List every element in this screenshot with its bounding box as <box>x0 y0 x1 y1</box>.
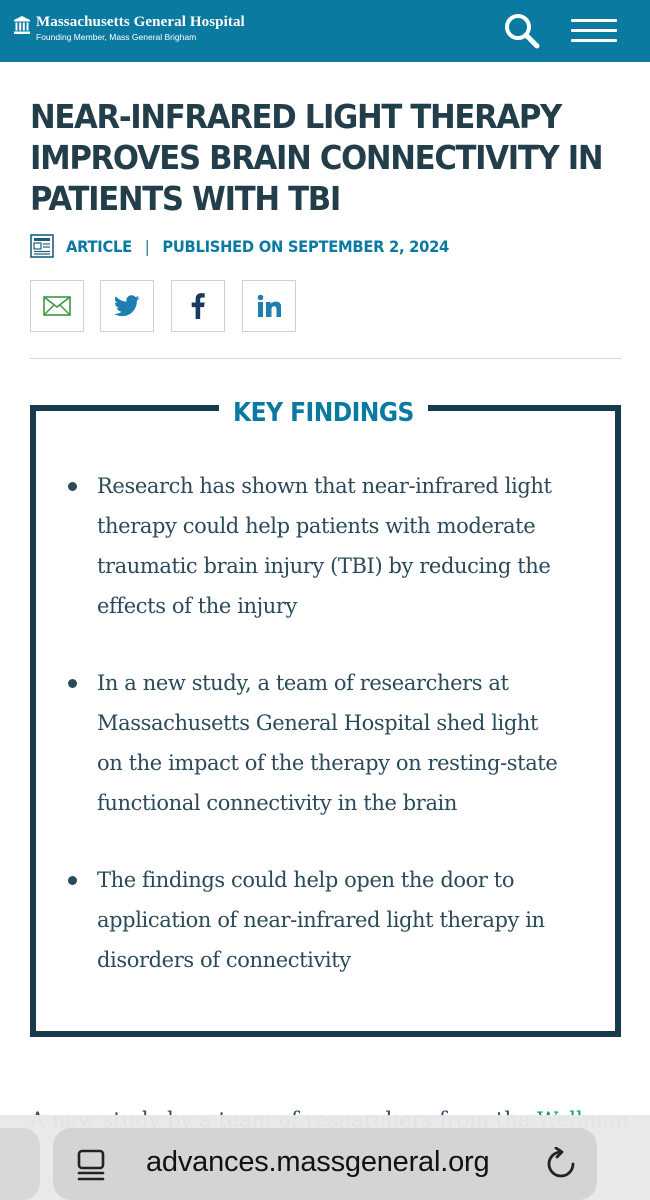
linkedin-icon <box>257 294 281 318</box>
finding-item <box>97 663 587 823</box>
site-logo[interactable] <box>14 15 245 42</box>
share-facebook-button[interactable] <box>171 280 225 332</box>
brand-name: Massachusetts General Hospital <box>36 14 245 30</box>
title-line: NEAR-INFRARED LIGHT THERAPY <box>30 97 561 136</box>
share-linkedin-button[interactable] <box>242 280 296 332</box>
finding-line: on the impact of the therapy on resting-state <box>97 751 558 775</box>
finding-line: Massachusetts General Hospital shed light <box>97 711 539 735</box>
article-title <box>30 96 603 219</box>
key-findings-title: KEY FINDINGS <box>233 398 414 428</box>
section-divider <box>30 358 621 359</box>
reload-icon[interactable] <box>545 1147 577 1181</box>
finding-item <box>97 466 587 626</box>
brand-subtitle: Founding Member, Mass General Brigham <box>36 32 197 42</box>
bullet-icon <box>68 876 77 885</box>
building-columns-icon <box>14 16 30 34</box>
key-findings-heading <box>219 392 428 434</box>
meta-separator: | <box>144 236 150 256</box>
title-line: IMPROVES BRAIN CONNECTIVITY IN <box>30 138 603 177</box>
title-line: PATIENTS WITH TBI <box>30 179 340 218</box>
finding-line: functional connectivity in the brain <box>97 791 458 815</box>
finding-line: The findings could help open the door to <box>97 868 515 892</box>
publish-date: PUBLISHED ON SEPTEMBER 2, 2024 <box>162 236 450 256</box>
url-text[interactable]: advances.massgeneral.org <box>146 1146 490 1178</box>
finding-line: traumatic brain injury (TBI) by reducing the <box>97 554 551 578</box>
finding-line: Research has shown that near-infrared light <box>97 474 552 498</box>
share-email-button[interactable] <box>30 280 84 332</box>
search-icon <box>503 12 541 50</box>
site-header <box>0 0 650 62</box>
hamburger-menu-icon[interactable] <box>571 19 617 43</box>
share-twitter-button[interactable] <box>100 280 154 332</box>
bullet-icon <box>68 482 77 491</box>
twitter-icon <box>114 295 140 317</box>
finding-line: effects of the injury <box>97 594 297 618</box>
facebook-icon <box>191 293 205 319</box>
article-type-link[interactable]: ARTICLE <box>66 236 132 256</box>
newspaper-icon <box>30 234 54 258</box>
article-meta <box>30 234 482 258</box>
search-button[interactable] <box>503 12 541 50</box>
finding-line: In a new study, a team of researchers at <box>97 671 509 695</box>
page-menu-icon[interactable] <box>76 1149 106 1181</box>
finding-line: disorders of connectivity <box>97 948 351 972</box>
finding-line: application of near-infrared light therapy in <box>97 908 545 932</box>
finding-line: therapy could help patients with moderate <box>97 514 536 538</box>
finding-item <box>97 860 587 980</box>
email-icon <box>43 296 71 316</box>
previous-tab-stub[interactable] <box>0 1128 40 1200</box>
bullet-icon <box>68 679 77 688</box>
